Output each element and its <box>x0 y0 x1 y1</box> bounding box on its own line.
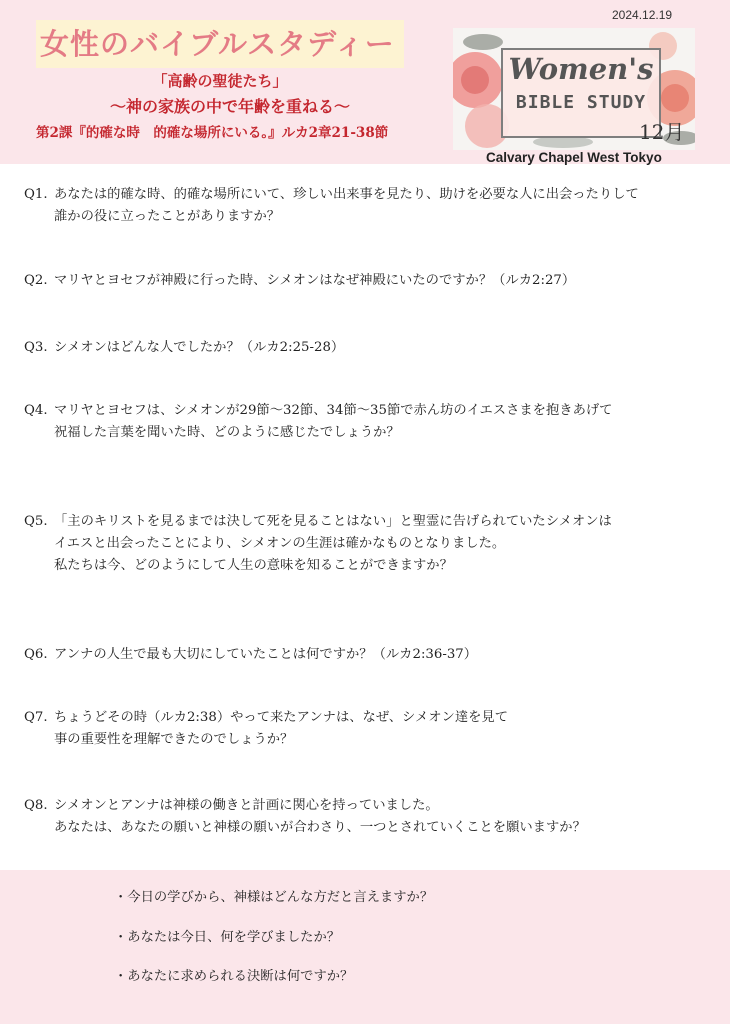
question-text: 事の重要性を理解できたのでしょうか？ <box>54 732 294 747</box>
question-text: 誰かの役に立ったことがありますか？ <box>54 209 281 224</box>
question-number: Q1. <box>24 187 48 202</box>
question-7 <box>24 707 714 751</box>
question-text: マリヤとヨセフは、シメオンが29節〜32節、34節〜35節で赤ん坊のイエスさまを抱きあげて <box>54 403 613 418</box>
question-text: 私たちは今、どのようにして人生の意味を知ることができますか？ <box>54 558 453 573</box>
question-text: ちょうどその時（ルカ2:38）やって来たアンナは、なぜ、シメオン達を見て <box>54 710 509 725</box>
series-subtitle: 〜神の家族の中で年齢を重ねる〜 <box>109 97 350 116</box>
reflection-item: ・あなたに求められる決断は何ですか？ <box>114 969 354 984</box>
question-text: マリヤとヨセフが神殿に行った時、シメオンはなぜ神殿にいたのですか？（ルカ2:27） <box>54 273 576 288</box>
question-text: あなたは的確な時、的確な場所にいて、珍しい出来事を見たり、助けを必要な人に出会ったりして <box>54 187 639 202</box>
question-number: Q4. <box>24 403 48 418</box>
question-number: Q7. <box>24 710 48 725</box>
header <box>0 0 730 164</box>
question-8 <box>24 795 714 839</box>
question-4 <box>24 400 714 444</box>
series-title: 「高齢の聖徒たち」 <box>152 72 288 90</box>
question-5 <box>24 511 714 577</box>
question-6 <box>24 644 714 666</box>
question-number: Q6. <box>24 647 48 662</box>
date: 2024.12.19 <box>612 8 673 22</box>
question-text: 祝福した言葉を聞いた時、どのように感じたでしょうか？ <box>54 425 400 440</box>
logo-month: 12月 <box>639 120 685 144</box>
question-text: シメオンとアンナは神様の働きと計画に関心を持っていました。 <box>54 798 439 813</box>
question-3 <box>24 337 714 359</box>
question-1 <box>24 184 714 228</box>
question-number: Q3. <box>24 340 48 355</box>
question-2 <box>24 270 714 292</box>
question-number: Q8. <box>24 798 48 813</box>
question-text: シメオンはどんな人でしたか？（ルカ2:25-28） <box>54 340 345 355</box>
question-text: アンナの人生で最も大切にしていたことは何ですか？（ルカ2:36-37） <box>54 647 478 662</box>
question-text: イエスと出会ったことにより、シメオンの生涯は確かなものとなりました。 <box>54 536 506 551</box>
church-name: Calvary Chapel West Tokyo <box>486 150 662 165</box>
logo-line-1: Women's <box>508 52 654 86</box>
reflection-item: ・あなたは今日、何を学びましたか？ <box>114 930 341 945</box>
reflection-item: ・今日の学びから、神様はどんな方だと言えますか？ <box>114 890 434 905</box>
question-number: Q5. <box>24 514 48 529</box>
lesson-title: 第2課『的確な時 的確な場所にいる。』ルカ2章21-38節 <box>36 125 389 141</box>
question-number: Q2. <box>24 273 48 288</box>
question-text: あなたは、あなたの願いと神様の願いが合わさり、一つとされていくことを願いますか？ <box>54 820 586 835</box>
question-text: 「主のキリストを見るまでは決して死を見ることはない」と聖霊に告げられていたシメオンは <box>54 514 612 529</box>
logo-line-2: BIBLE STUDY <box>515 92 647 113</box>
bible-study-logo <box>453 28 723 153</box>
page-title: 女性のバイブルスタディー <box>40 27 395 61</box>
